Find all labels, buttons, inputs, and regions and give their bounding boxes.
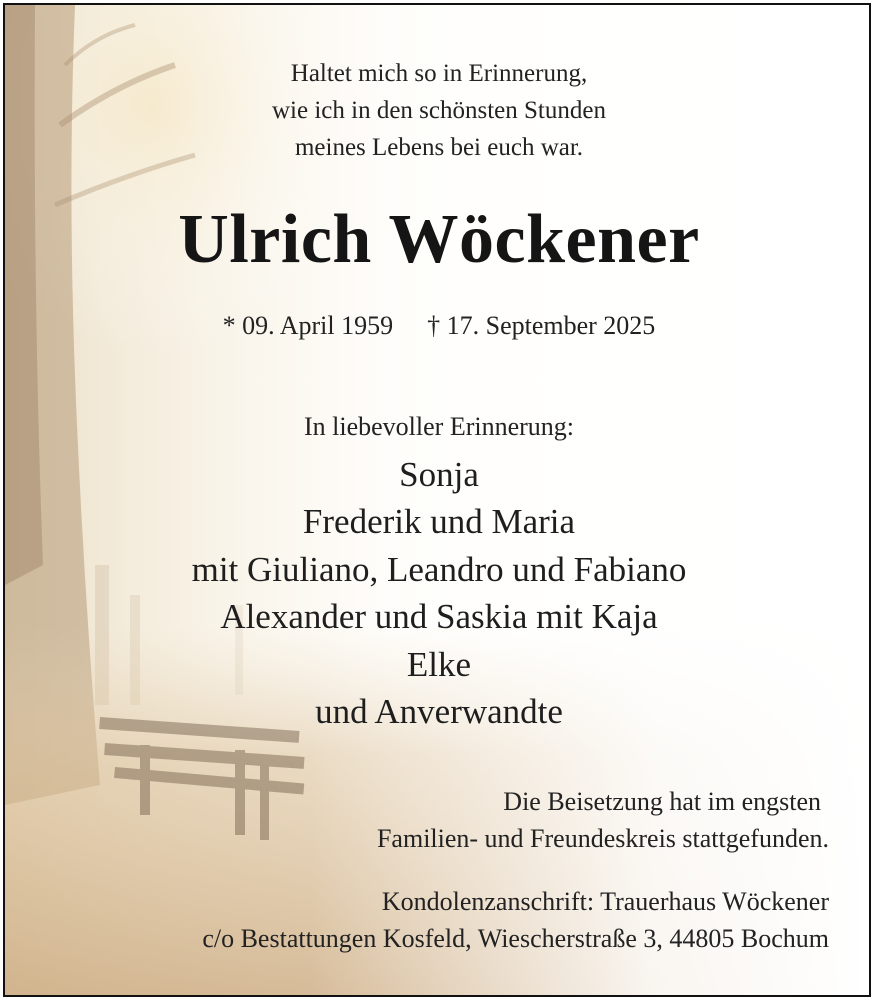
funeral-note-line-2: Familien- und Freundeskreis stattgefunden. — [376, 824, 829, 853]
death-date: † 17. September 2025 — [427, 311, 656, 340]
mourner-line: Alexander und Saskia mit Kaja — [220, 597, 658, 636]
mourner-line: Sonja — [399, 455, 479, 494]
condolence-address-line-1: Kondolenzanschrift: Trauerhaus Wöckener — [381, 887, 829, 916]
deceased-name: Ulrich Wöckener — [178, 201, 700, 278]
mourner-line: mit Giuliano, Leandro und Fabiano — [191, 550, 687, 589]
remembrance-intro: In liebevoller Erinnerung: — [303, 412, 575, 441]
notice-content — [5, 5, 869, 995]
funeral-note-line-1: Die Beisetzung hat im engsten — [503, 787, 821, 816]
mourner-line: Elke — [406, 645, 472, 684]
verse-line-2: wie ich in den schönsten Stunden — [272, 97, 606, 124]
verse-line-3: meines Lebens bei euch war. — [294, 134, 584, 161]
mourner-line: und Anverwandte — [315, 692, 563, 731]
verse-line-1: Haltet mich so in Erinnerung, — [290, 60, 588, 87]
obituary-card — [3, 3, 871, 997]
birth-date: * 09. April 1959 — [222, 311, 394, 340]
mourner-line: Frederik und Maria — [302, 502, 576, 541]
condolence-address-line-2: c/o Bestattungen Kosfeld, Wiescherstraße 3, 44805 Bochum — [202, 924, 829, 953]
life-dates — [5, 311, 871, 341]
